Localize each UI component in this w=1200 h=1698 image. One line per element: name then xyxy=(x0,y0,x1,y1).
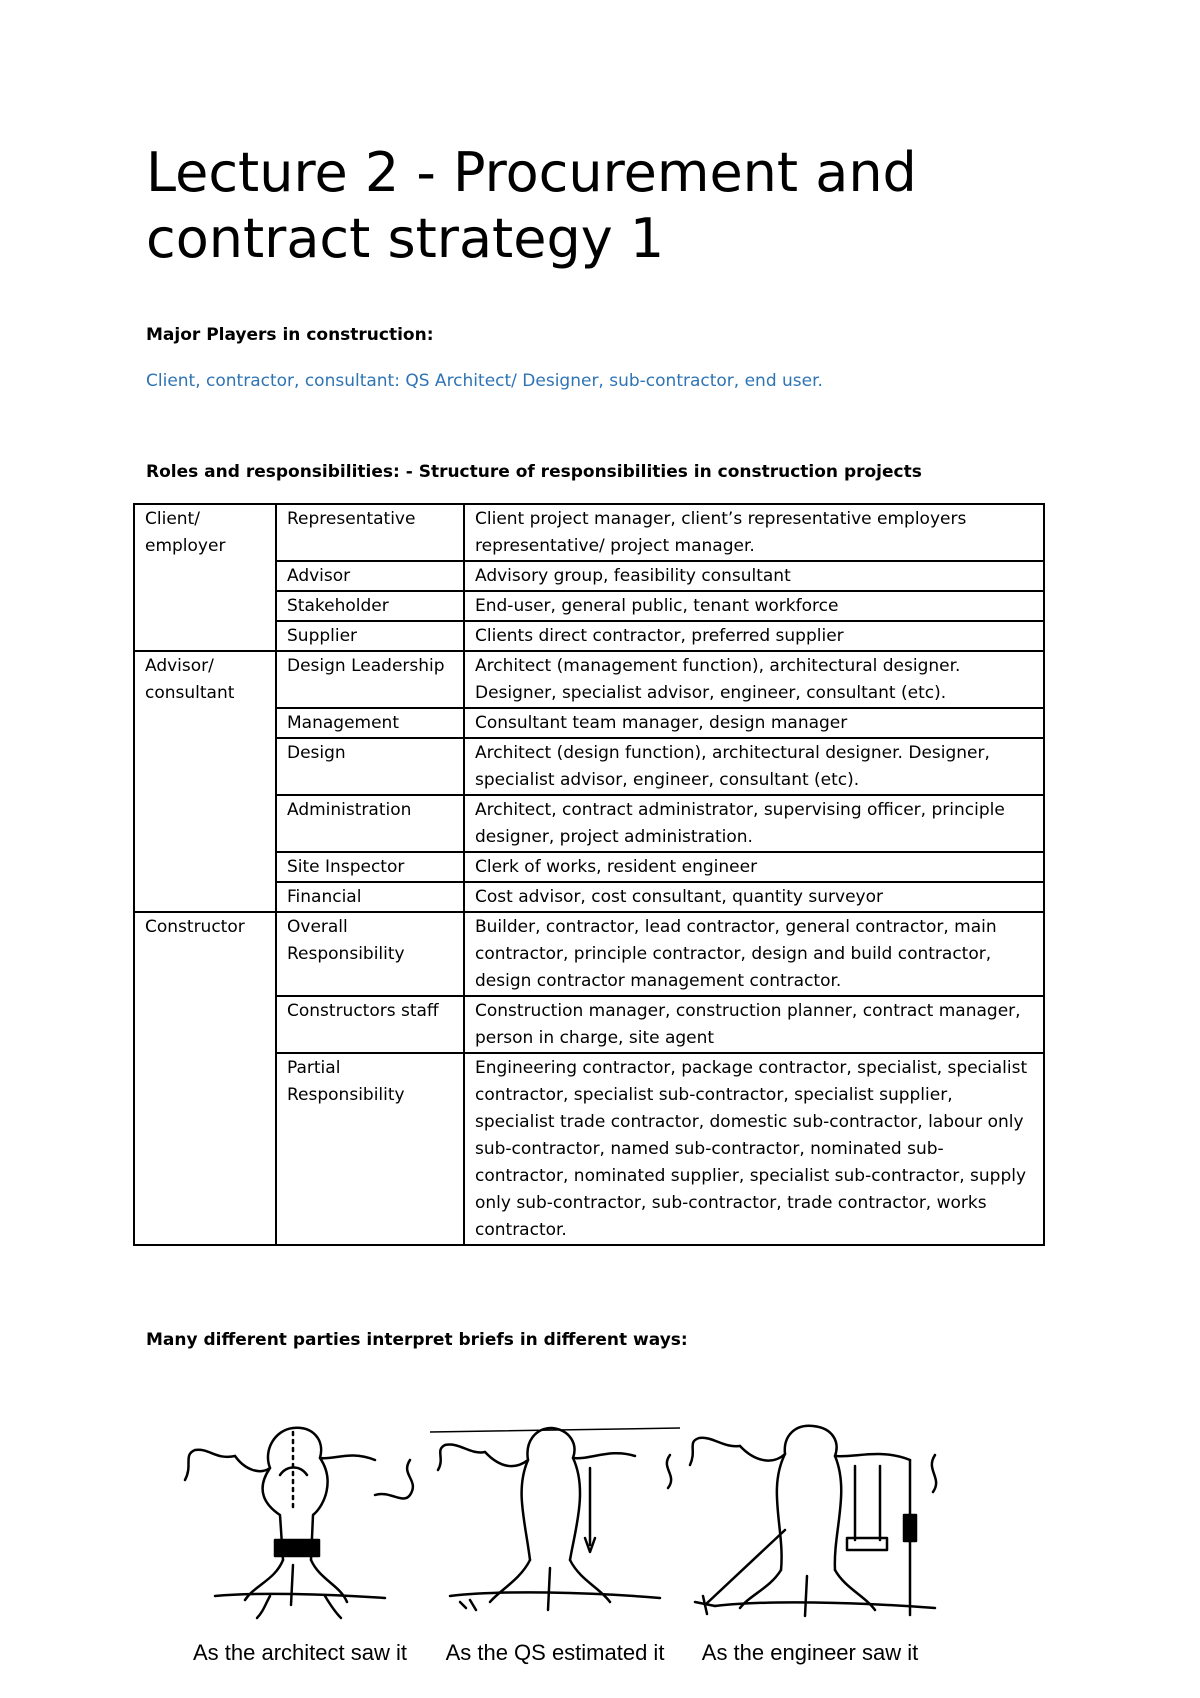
who-cell: Cost advisor, cost consultant, quantity surveyor xyxy=(464,882,1044,912)
table-row xyxy=(134,651,1044,708)
who-cell: Architect (management function), architectural designer. Designer, specialist advisor, engineer, consultant (etc). xyxy=(464,651,1044,708)
who-cell: End-user, general public, tenant workforce xyxy=(464,591,1044,621)
major-players-heading: Major Players in construction: xyxy=(146,325,434,345)
who-cell: Architect (design function), architectural designer. Designer, specialist advisor, engineer, consultant (etc). xyxy=(464,738,1044,795)
role-cell: Partial Responsibility xyxy=(276,1053,464,1245)
page-title: Lecture 2 - Procurement and contract strategy 1 xyxy=(146,141,917,270)
role-cell: Representative xyxy=(276,504,464,561)
qs-caption: As the QS estimated it xyxy=(445,1640,665,1665)
who-cell: Builder, contractor, lead contractor, general contractor, main contractor, principle contractor, design and build contractor, design contractor management contractor. xyxy=(464,912,1044,996)
engineer-caption: As the engineer saw it xyxy=(701,1640,919,1665)
who-cell: Engineering contractor, package contractor, specialist, specialist contractor, specialist sub-contractor, specialist supplier, specialist trade contractor, domestic sub-contractor, labour only sub-contractor, named sub-contractor, nominated sub-contractor, nominated supplier, specialist sub-contractor, supply only sub-contractor, sub-contractor, trade contractor, works contractor. xyxy=(464,1053,1044,1245)
major-players-list: Client, contractor, consultant: QS Architect/ Designer, sub-contractor, end user. xyxy=(146,371,823,391)
who-cell: Client project manager, client’s representative employers representative/ project manager. xyxy=(464,504,1044,561)
briefs-heading: Many different parties interpret briefs in different ways: xyxy=(146,1330,688,1350)
engineer-tree-illustration xyxy=(685,1420,955,1630)
role-cell: Design Leadership xyxy=(276,651,464,708)
roles-table xyxy=(133,503,1045,1246)
role-cell: Design xyxy=(276,738,464,795)
role-cell: Advisor xyxy=(276,561,464,591)
architect-caption: As the architect saw it xyxy=(193,1640,407,1665)
role-cell: Constructors staff xyxy=(276,996,464,1053)
who-cell: Consultant team manager, design manager xyxy=(464,708,1044,738)
qs-tree-illustration xyxy=(430,1420,680,1630)
who-cell: Construction manager, construction planner, contract manager, person in charge, site agent xyxy=(464,996,1044,1053)
engineer-cartoon xyxy=(685,1420,935,1698)
roles-heading: Roles and responsibilities: - Structure of responsibilities in construction projects xyxy=(146,462,922,482)
table-row xyxy=(134,912,1044,996)
role-cell: Financial xyxy=(276,882,464,912)
who-cell: Clerk of works, resident engineer xyxy=(464,852,1044,882)
who-cell: Clients direct contractor, preferred supplier xyxy=(464,621,1044,651)
role-cell: Administration xyxy=(276,795,464,852)
group-cell: Advisor/ consultant xyxy=(134,651,276,912)
architect-tree-illustration xyxy=(175,1420,425,1630)
role-cell: Site Inspector xyxy=(276,852,464,882)
tree-swing-cartoons xyxy=(175,1420,965,1698)
architect-cartoon xyxy=(175,1420,425,1698)
group-cell: Client/ employer xyxy=(134,504,276,651)
role-cell: Supplier xyxy=(276,621,464,651)
who-cell: Architect, contract administrator, supervising officer, principle designer, project administration. xyxy=(464,795,1044,852)
who-cell: Advisory group, feasibility consultant xyxy=(464,561,1044,591)
table-row xyxy=(134,504,1044,561)
group-cell: Constructor xyxy=(134,912,276,1245)
role-cell: Overall Responsibility xyxy=(276,912,464,996)
role-cell: Stakeholder xyxy=(276,591,464,621)
role-cell: Management xyxy=(276,708,464,738)
qs-cartoon xyxy=(430,1420,680,1698)
